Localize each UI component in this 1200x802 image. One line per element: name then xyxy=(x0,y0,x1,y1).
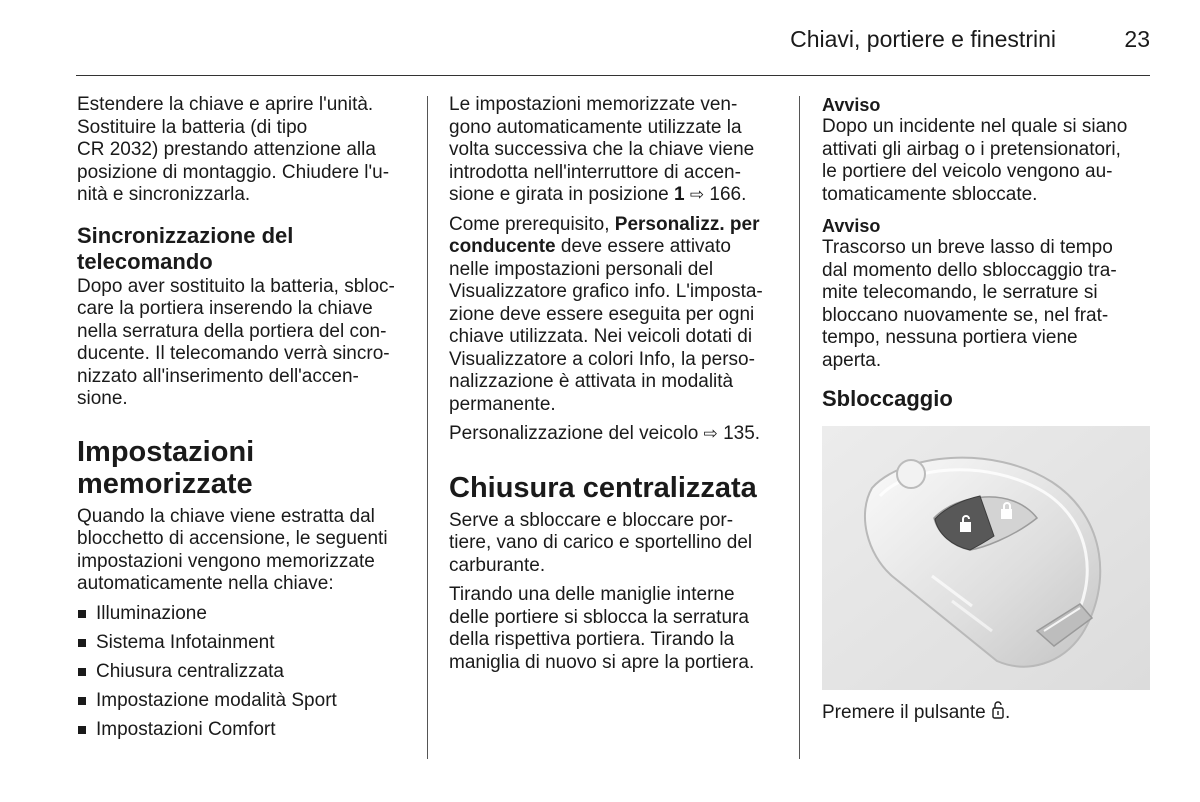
prerequisite-body: deve essere attivato nelle impostazioni personali del Visualizzatore grafico info. L'imposta- zione deve essere eseguita per ogni chiave utilizzata. Nei veicoli dotati di Visualizzatore a colori Info, la perso- nalizzazione è attivata in modalità permanente. xyxy=(449,236,763,415)
page-reference: 166. xyxy=(709,184,747,205)
stored-settings-body: Le impostazioni memorizzate ven- gono automaticamente utilizzate la volta successiva che la chiave viene introdotta nell'interruttore di accen- sione e girata in posizione xyxy=(449,94,755,205)
list-item-label: Impostazioni Comfort xyxy=(96,718,276,740)
sync-heading: Sincronizzazione del telecomando xyxy=(77,222,294,274)
stored-settings-text xyxy=(449,94,784,207)
column-middle xyxy=(449,94,784,674)
notice-relock-text: Trascorso un breve lasso di tempo dal momento dello sbloccaggio tra- mite telecomando, le serrature si bloccano nuovamente se, nel frat- tempo, nessuna portiera viene aperta. xyxy=(822,237,1117,371)
notice-airbag-text: Dopo un incidente nel quale si siano attivati gli airbag o i pretensionatori, le portiere del veicolo vengono au- tomaticamente sbloccate. xyxy=(822,116,1128,205)
unlock-instruction-end: . xyxy=(1004,702,1011,723)
list-item-label: Impostazione modalità Sport xyxy=(96,689,337,711)
page-number: 23 xyxy=(1124,26,1150,52)
header-divider xyxy=(76,75,1150,76)
list-item xyxy=(77,687,417,716)
memory-settings-text: Quando la chiave viene estratta dal blocchetto di accensione, le seguenti impostazioni vengono memorizzate automaticamente nella chiave: xyxy=(77,505,388,594)
bullet-icon xyxy=(78,697,86,705)
notice-label: Avviso xyxy=(822,216,881,236)
prerequisite-intro: Come prerequisito, xyxy=(449,213,615,235)
vehicle-personalization-ref xyxy=(449,423,784,446)
page-reference: 135. xyxy=(723,423,761,444)
bullet-icon xyxy=(78,610,86,618)
memory-settings-list xyxy=(77,600,417,745)
column-divider-2 xyxy=(799,96,800,759)
memory-settings-heading: Impostazioni memorizzate xyxy=(77,435,255,500)
bullet-icon xyxy=(78,726,86,734)
vehicle-personalization-label: Personalizzazione del veicolo xyxy=(449,423,704,444)
column-right xyxy=(822,94,1152,725)
list-item xyxy=(77,600,417,629)
list-item-label: Chiusura centralizzata xyxy=(96,660,284,682)
unlock-instruction xyxy=(822,700,1152,725)
list-item-label: Sistema Infotainment xyxy=(96,631,275,653)
column-divider-1 xyxy=(427,96,428,759)
page-reference-arrow-icon: ⇨ xyxy=(703,424,718,443)
sync-text: Dopo aver sostituito la batteria, sbloc- care la portiera inserendo la chiave nella serratura della portiera del con- ducente. Il telecomando verrà sincro- nizzato all'inserimento dell'accen- sione. xyxy=(77,275,395,409)
key-fob-illustration xyxy=(822,426,1150,690)
unlock-instruction-text: Premere il pulsante xyxy=(822,702,991,723)
bullet-icon xyxy=(78,668,86,676)
page-reference-arrow-icon: ⇨ xyxy=(689,185,705,204)
battery-replacement-text: Estendere la chiave e aprire l'unità. Sostituire la batteria (di tipo CR 2032) prestando attenzione alla posizione di montaggio. Chiudere l'u- nità e sincronizzarla. xyxy=(77,94,390,205)
central-locking-text: Serve a sbloccare e bloccare por- tiere, vano di carico e sportellino del carburante. xyxy=(449,509,753,576)
bullet-icon xyxy=(78,639,86,647)
notice-label: Avviso xyxy=(822,95,881,115)
door-handle-text: Tirando una delle maniglie interne delle portiere si sblocca la serratura della rispettiva portiera. Tirando la maniglia di nuovo si apre la portiera. xyxy=(449,584,755,673)
unlocking-heading: Sbloccaggio xyxy=(822,386,953,411)
unlock-padlock-icon xyxy=(991,700,1005,720)
list-item xyxy=(77,658,417,687)
central-locking-heading: Chiusura centralizzata xyxy=(449,471,757,504)
list-item xyxy=(77,629,417,658)
list-item xyxy=(77,716,417,745)
list-item-label: Illuminazione xyxy=(96,602,207,624)
driver-personalization-label: Personalizz. per conducente xyxy=(449,213,760,257)
ignition-position: 1 xyxy=(673,184,685,205)
column-left xyxy=(77,94,417,745)
page-header-title: Chiavi, portiere e finestrini xyxy=(790,26,1056,52)
prerequisite-text xyxy=(449,214,784,417)
